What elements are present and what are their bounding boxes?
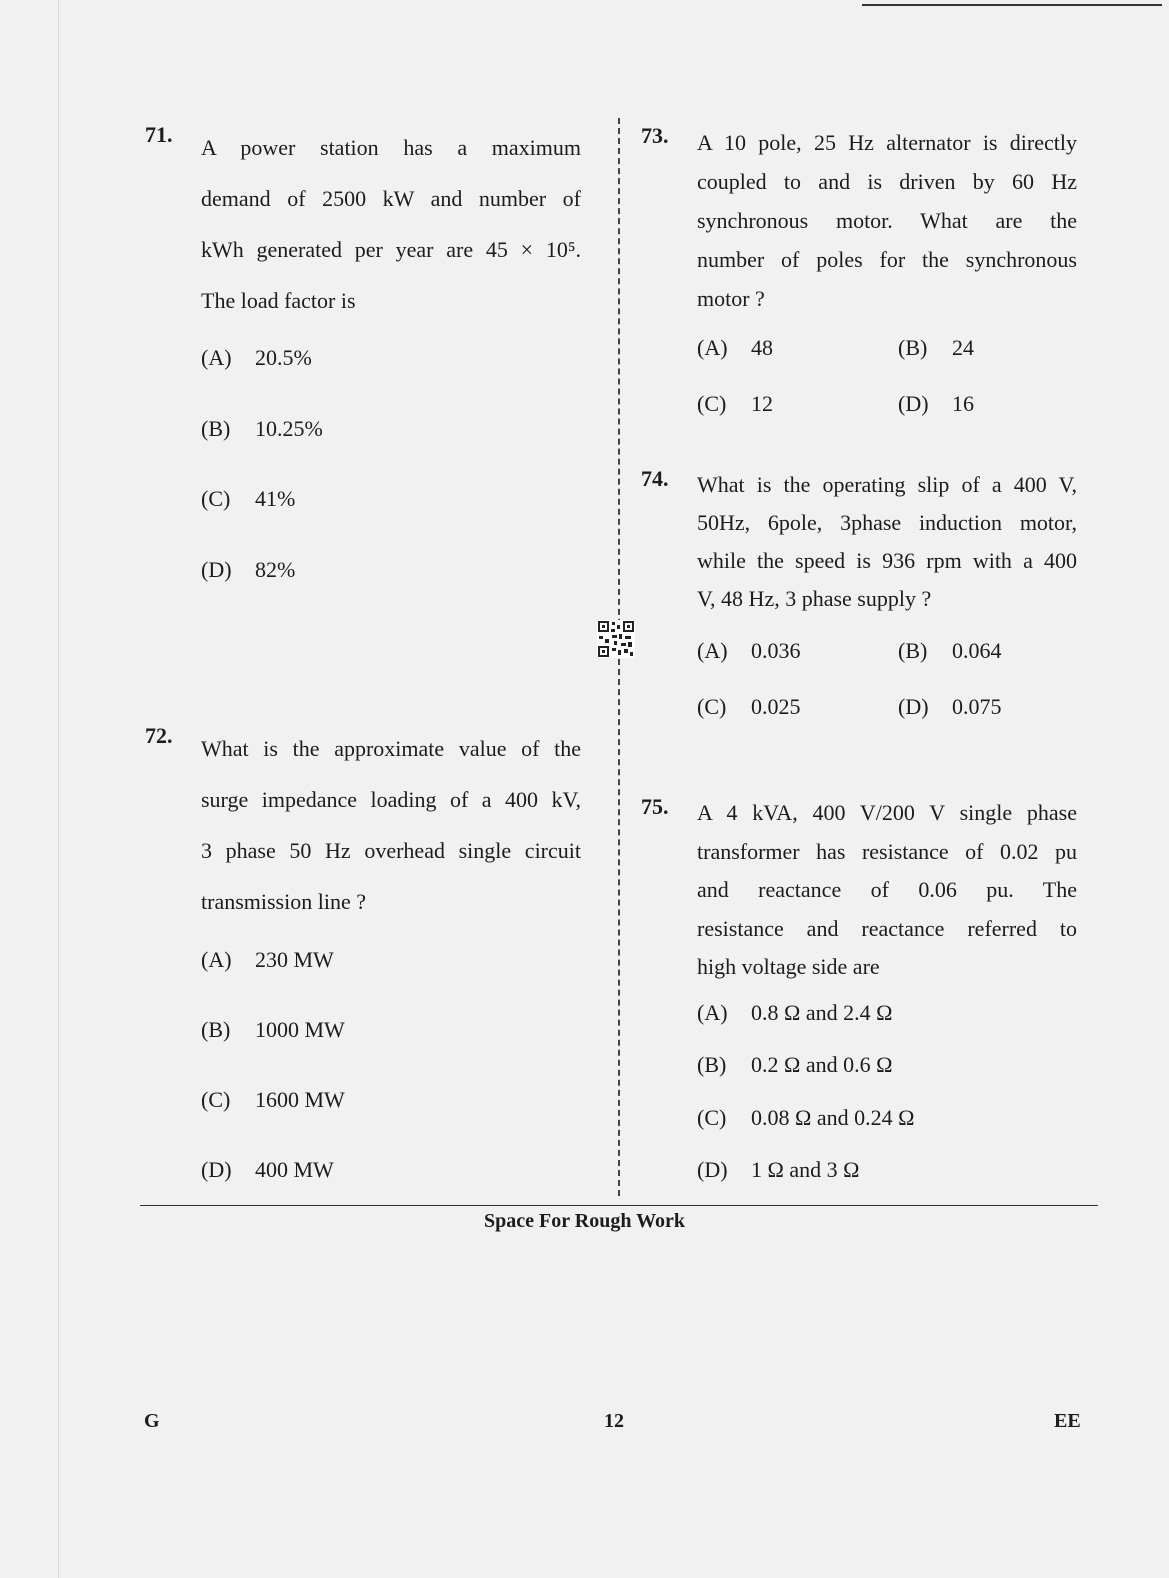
option-label: (C)	[697, 694, 727, 719]
bottom-rule	[140, 1205, 1098, 1206]
question-line: 50Hz, 6pole, 3phase induction motor,	[697, 510, 1077, 535]
question-line: transmission line ?	[201, 889, 366, 914]
question-line: motor ?	[697, 286, 765, 311]
option-b[interactable]	[201, 1017, 345, 1043]
option-c[interactable]	[697, 694, 801, 720]
question-text	[201, 122, 581, 326]
option-label: (D)	[201, 557, 232, 582]
question-text	[697, 794, 1077, 987]
question-line: kWh generated per year are 45 × 10⁵.	[201, 237, 581, 262]
page-edge-line	[58, 0, 59, 1578]
option-text: 0.08 Ω and 0.24 Ω	[751, 1105, 915, 1130]
option-d[interactable]	[898, 694, 1002, 720]
option-c[interactable]	[201, 486, 295, 512]
question-text	[201, 723, 581, 927]
option-text: 0.075	[952, 694, 1002, 719]
series-code: G	[144, 1410, 160, 1432]
question-line: and reactance of 0.06 pu. The	[697, 877, 1077, 902]
question-line: A 10 pole, 25 Hz alternator is directly	[697, 130, 1077, 155]
question-number: 71.	[145, 122, 173, 147]
option-a[interactable]	[697, 335, 773, 361]
option-d[interactable]	[201, 557, 295, 583]
option-text: 1 Ω and 3 Ω	[751, 1157, 860, 1182]
option-text: 0.064	[952, 638, 1002, 663]
option-text: 48	[751, 335, 773, 360]
question-line: A 4 kVA, 400 V/200 V single phase	[697, 800, 1077, 825]
question-line: synchronous motor. What are the	[697, 208, 1077, 233]
option-label: (B)	[898, 335, 928, 360]
option-label: (A)	[697, 335, 728, 360]
option-label: (D)	[898, 694, 929, 719]
question-line: coupled to and is driven by 60 Hz	[697, 169, 1077, 194]
option-label: (C)	[697, 1105, 727, 1130]
question-line: What is the approximate value of the	[201, 736, 581, 761]
option-label: (A)	[697, 638, 728, 663]
question-line: 3 phase 50 Hz overhead single circuit	[201, 838, 581, 863]
option-d[interactable]	[697, 1157, 859, 1183]
option-label: (B)	[201, 416, 231, 441]
option-a[interactable]	[697, 1000, 892, 1026]
question-text	[697, 123, 1077, 318]
option-a[interactable]	[201, 947, 334, 973]
option-label: (B)	[201, 1017, 231, 1042]
option-text: 400 MW	[255, 1157, 334, 1182]
option-label: (B)	[898, 638, 928, 663]
question-number: 74.	[641, 466, 669, 491]
option-label: (D)	[697, 1157, 728, 1182]
option-text: 1600 MW	[255, 1087, 345, 1112]
option-label: (A)	[201, 947, 232, 972]
option-text: 10.25%	[255, 416, 323, 441]
option-label: (B)	[697, 1052, 727, 1077]
question-line: high voltage side are	[697, 954, 880, 979]
page-number: 12	[604, 1410, 624, 1432]
option-b[interactable]	[697, 1052, 892, 1078]
question-line: What is the operating slip of a 400 V,	[697, 472, 1077, 497]
question-line: resistance and reactance referred to	[697, 915, 1077, 941]
question-line: while the speed is 936 rpm with a 400	[697, 548, 1077, 573]
option-b[interactable]	[201, 416, 323, 442]
option-text: 41%	[255, 486, 296, 511]
option-text: 0.036	[751, 638, 801, 663]
question-number: 72.	[145, 723, 173, 748]
option-b[interactable]	[898, 638, 1002, 664]
question-line: surge impedance loading of a 400 kV,	[201, 787, 581, 812]
option-label: (D)	[201, 1157, 232, 1182]
question-line: transformer has resistance of 0.02 pu	[697, 838, 1077, 864]
option-b[interactable]	[898, 335, 974, 361]
question-number: 73.	[641, 123, 669, 148]
question-line: number of poles for the synchronous	[697, 247, 1077, 272]
option-a[interactable]	[697, 638, 801, 664]
qr-code-icon	[597, 620, 635, 658]
option-d[interactable]	[898, 391, 974, 417]
option-text: 16	[952, 391, 974, 416]
option-c[interactable]	[201, 1087, 345, 1113]
rough-work-label: Space For Rough Work	[484, 1210, 685, 1232]
option-text: 230 MW	[255, 947, 334, 972]
option-text: 0.2 Ω and 0.6 Ω	[751, 1052, 893, 1077]
option-d[interactable]	[201, 1157, 334, 1183]
option-c[interactable]	[697, 391, 773, 417]
option-label: (C)	[201, 486, 231, 511]
option-text: 82%	[255, 557, 296, 582]
top-rule	[862, 4, 1162, 6]
option-text: 0.025	[751, 694, 801, 719]
question-number: 75.	[641, 794, 669, 819]
option-label: (A)	[697, 1000, 728, 1025]
question-line: V, 48 Hz, 3 phase supply ?	[697, 586, 932, 611]
question-line: demand of 2500 kW and number of	[201, 186, 581, 211]
option-text: 0.8 Ω and 2.4 Ω	[751, 1000, 893, 1025]
subject-code: EE	[1054, 1410, 1081, 1432]
option-c[interactable]	[697, 1105, 914, 1131]
option-text: 24	[952, 335, 974, 360]
option-text: 20.5%	[255, 345, 312, 370]
question-text	[697, 466, 1077, 618]
option-text: 1000 MW	[255, 1017, 345, 1042]
option-label: (A)	[201, 345, 232, 370]
question-line: A power station has a maximum	[201, 135, 581, 160]
question-line: The load factor is	[201, 288, 356, 313]
option-text: 12	[751, 391, 773, 416]
option-label: (C)	[201, 1087, 231, 1112]
option-label: (D)	[898, 391, 929, 416]
option-a[interactable]	[201, 345, 312, 371]
option-label: (C)	[697, 391, 727, 416]
